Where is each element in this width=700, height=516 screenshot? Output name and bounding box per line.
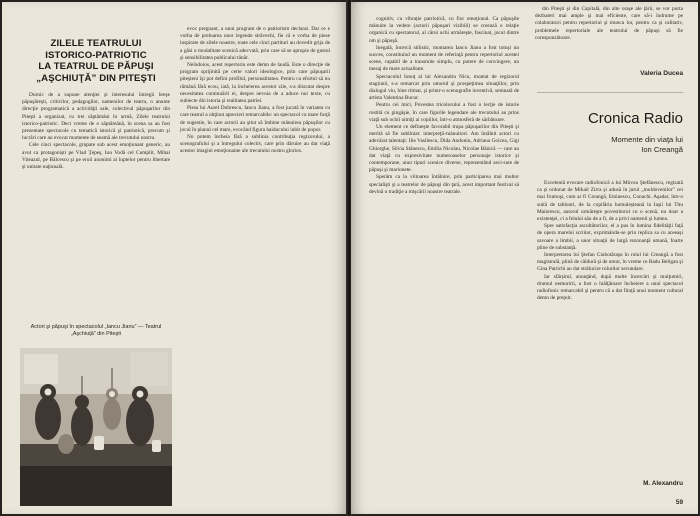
section-subtitle-line: Momente din viaţa lui [611,135,683,144]
left-page-column-1 [22,92,170,318]
body-paragraph: din Piteşti şi din Capitală, din alte oraşe ale ţării, se vor purta dezbateri mai ample şi mai eficiente, care să-i îndrume pe colaboratori pentru repertoriul şi munca lor, pentru ca şi calitativ, problemele repertoriale ale teatrului de păpuşi să fie corespunzătoare. [535,6,683,41]
body-paragraph: Nu putem încheia fără a sublinia contribuţia regizorului, a scenografului şi a întregului colectiv, care prin dăruire au dat viaţă acestor imagini emoţionante ale trecutului nostru glorios. [180,134,330,155]
section-title: Cronica Radio [587,110,683,127]
body-paragraph: Piesa lui Aurel Dobrescu, Iancu Jianu, a fost jucată în varianta cu care teatrul a obţinut aprecieri remarcabile: un spectacol cu mare forţă de sugestie, în care actorii au ştiut să îmbine mânuirea păpuşilor cu jocul în planul cel mare, evocând figura haiducului iubit de popor. [180,105,330,133]
body-paragraph: Inegală, încercă stilistic, montarea Iancu Jianu a fost totuşi un succes, constituind un moment de referinţă pentru repertoriul acestei scene, capabil de a transmite simplu, cu putere de convingere, un mesaj de mare actualitate. [369,44,519,73]
left-page [2,2,347,514]
body-paragraph: evoc pregnant, a unui program de o patriotism declarat. Dar ce e vorba de preluarea unor legende străvechi, fie că e vorba de piese inspirate de zilele noastre, toate cele cinci partituri au dovedit grija de a găsi o modalitate scenică adecvată, prin care să se apropie de gustul şi sensibilitatea publicului tânăr. [180,26,330,61]
right-page-column-2-top [535,6,683,64]
body-paragraph: Sperăm ca la viitoarea întâlnire, prin participarea mai multor specialişti şi a teatrelor de păpuşi din ţară, acest important festival să devină o tradiţie a mişcării noastre teatrale. [369,174,519,195]
right-page-column-2 [537,180,683,468]
section-subtitle [537,135,683,155]
article-title-line: „AŞCHIUŢĂ” DIN PITEŞTI [36,72,156,84]
body-paragraph: Spectacolul Ionuţ al lui Alexandru Nicu, montat de regizorul stagiunii, s-a remarcat prin umorul şi prospeţimea situaţiilor, prin dialogul viu, bine ritmat, şi printr-o scenografie inventivă, semnată de artista Valentina Bucur. [369,73,519,102]
body-paragraph: Interpretarea lui Ştefan Ciubotăraşu în rolul lui Creangă a fost magistrală, plină de căldură şi de umor, în vreme ce Radu Beligan şi Gina Patrichi au dat strălucire rolurilor secundare. [537,252,683,273]
right-page-column-1 [369,16,519,506]
photo-caption: Actori şi păpuşi în spectacolul „Iancu Jianu” — Teatrul „Aşchiuţă” din Piteşti [30,324,162,338]
body-paragraph: cognitiv, cu vibraţie patriotică, cu fior emoţional. Ca păpuşile mânuite la vedere (actorii păpuşari vizibili) se creează o relaţie organică cu spectatorul, al cărui ochi urmăreşte, fascinat, jocul dintre om şi păpuşă. [369,16,519,44]
article-title [22,38,170,84]
section-subtitle-line: Ion Creangă [641,144,683,154]
body-paragraph: Neîndoios, acest repertoriu este demn de laudă. Este o direcţie de program sprijinită pe certe valori ideologice, prin care păpuşarii piteşteni îşi pot defini profilul, personalitatea. Pentru ca efortul să nu rămână fără ecou, iată, la încheierea acestor zile, s-a discutat despre necesitatea continuării ei, despre nevoia de a aduce noi texte, cu subiecte din istoria şi realitatea patriei. [180,62,330,105]
column-author: M. Alexandru [643,480,683,487]
body-paragraph: Excelentă evocare radiofonică a lui Mircea Ştefănescu, regizată ca şi ordonat de Mihail Zirra şi adusă în jurul „moldovenilor” cei mai frumoşi, cum ar fi Creangă, Eminescu, Conachi. Aşadar, într-o suită de tablouri, de la copilăria humuleşteană la Iaşii lui Titu Maiorescu, autorul urmăreşte povestitorul cu o scenă, nu doar a existenţei, ci a felului său de a fi, de a privi oamenii şi lumea. [537,180,683,223]
left-page-column-2 [180,26,330,508]
body-paragraph: Un element ce defineşte favorabil trupa păpuşarilor din Piteşti şi merită să fie subliniat: interpreţii-mânuitori. Am întâlnit actori cu adevărat talentaţi: Ilie Vasilescu, Dida Andoniu, Adriana Goicea, Gigi Ghiorghe, Silvia Stănescu, Emilia Nicolau, Nicolae Bănică — care au dat viaţă cu expresivitate numeroaselor personaje istorice şi contemporane, unor tipuri scenice diverse, reprezentând zeci-sute de păpuşi şi marionete. [369,124,519,174]
body-paragraph: Dornic de a supune atenţiei şi interesului întregii breşe păpuşăreşti, criticilor, pedagogilor, oamenilor de teatru, o anume direcţie programatică a activităţii sale, colectivul păpuşarilor din Piteşti a organizat, cu trei săptămâni în urmă, Zilele teatrului istorico-patriotic. Deci vreme de o săptămână, în scena sa au fost prezentate spectacole cu tematică istorică şi patriotică, precum şi lucrări care au evocat momente de seamă ale trecutului nostru. [22,92,170,142]
photo-illustration [20,348,172,506]
puppet-theatre-photo [20,348,172,506]
article-title-line: LA TEATRUL DE PĂPUŞI [38,61,154,73]
body-paragraph: Pentru cei mici, Povestea tricolorului a fost o lecţie de istorie rostită cu gingăşie, în care figurile legendare ale trecutului au prins viaţă sub ochii uimiţi ai copiilor, într-o atmosferă de sărbătoare. [369,102,519,123]
article-author: Valeria Ducea [640,70,683,77]
page-number: 59 [675,499,683,506]
right-page [351,2,698,514]
article-title-line: ISTORICO-PATRIOTIC [45,49,147,61]
article-title-line: ZILELE TEATRULUI [50,38,142,49]
body-paragraph: Spre satisfacţia ascultătorilor, el a pus în lumina fidelităţii faţă de opera marelui scriitor, exprimându-se prin replica sa cu aceeaşi savoare a limbii, a unor situaţii de largă rezonanţă umană, foarte pline de substanţă. [537,223,683,251]
body-paragraph: Iar sfârşitul, anunţând, după multe încercări şi mulţumiri, drumul nemuririi, a fost o înălţătoare încheiere a unui spectacol radiofonic remarcabil şi pentru că a dat fiinţă unui moment cultural demn de preţuit. [537,273,683,302]
body-paragraph: Cele cinci spectacole, grupate sub acest emoţionant generic, au avut ca protagonişti pe Vlad Ţepeş, Ion Vodă cel Cumplit, Mihai Viteazul, pe Bălcescu şi pe eroii anonimi ai luptelor pentru libertate şi unitate naţională. [22,142,170,171]
section-divider [537,92,683,93]
